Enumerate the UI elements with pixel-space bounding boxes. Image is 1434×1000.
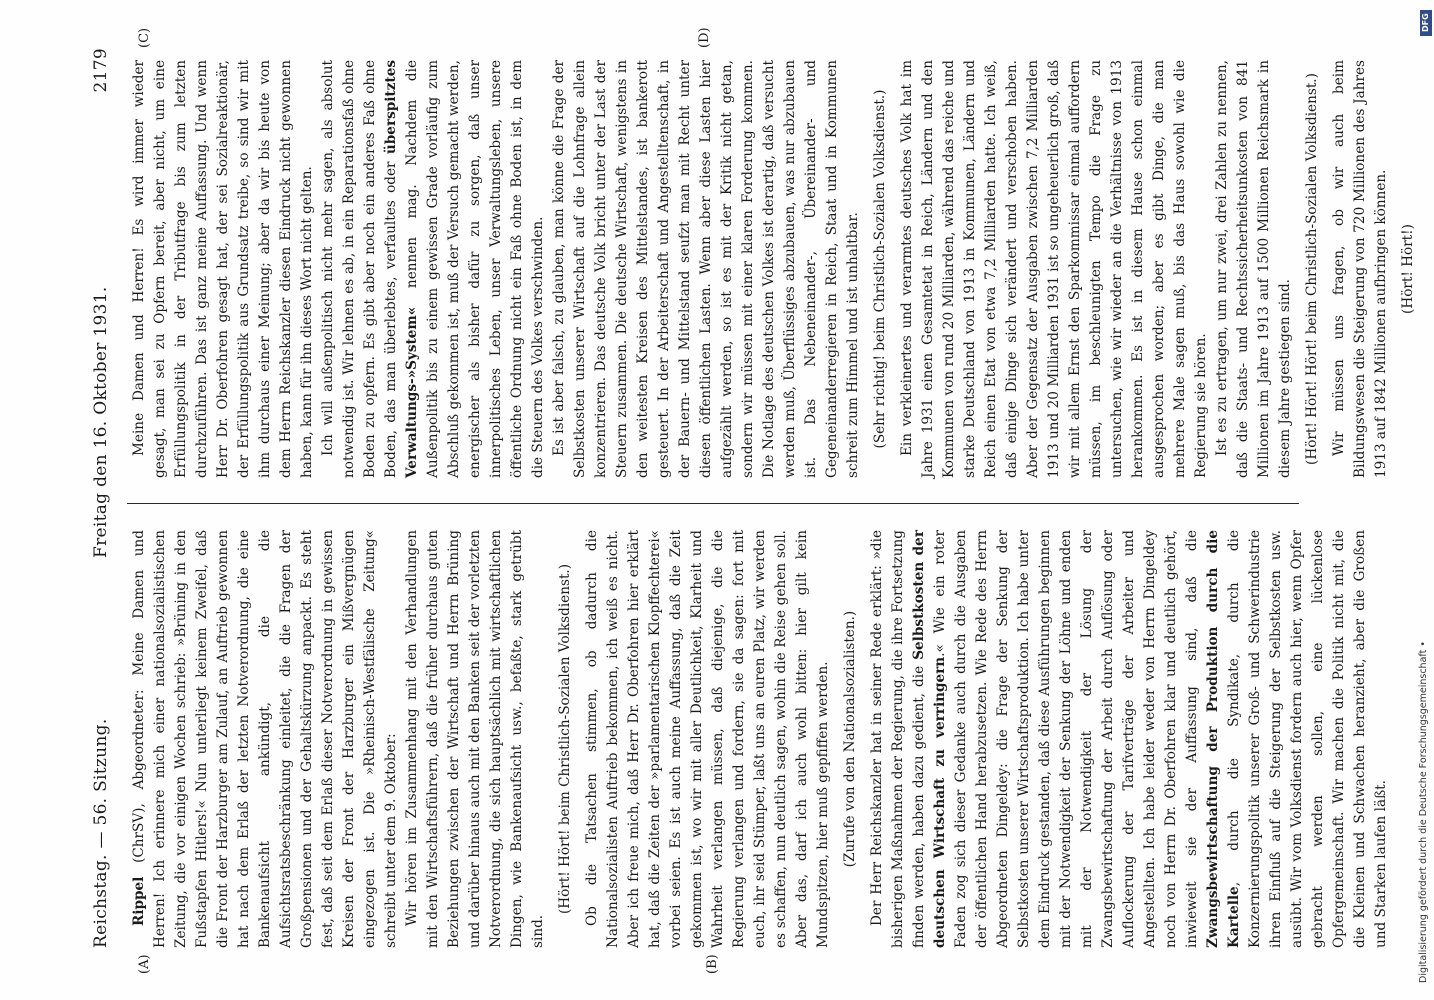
page-number: 2179 (91, 48, 111, 93)
header-session: Reichstag. — 56. Sitzung. (91, 718, 111, 948)
emphasis: Zwangsbewirtschaftung der Produktion durch die Kartelle (1205, 530, 1242, 948)
emphasis: überspitztes Verwaltungs-»System« (383, 59, 420, 478)
running-header (85, 48, 121, 948)
digitization-note (1418, 8, 1434, 998)
paragraph: Ist es zu ertragen, um nur zwei, drei Zahlen zu nennen, daß die Staats- und Rechtssicherheitsunkosten von 841 Millionen im Jahre 1913 auf 1500 Millionen Reichsmark in diesem Jahre gestiegen sind. (1214, 60, 1293, 478)
paragraph (318, 60, 549, 478)
speaker-party: (ChrSV), Abgeordneter: (131, 689, 147, 863)
paragraph-text: nennen mag. Nachdem die Außenpolitik bis zu einem gewissen Grade vorläufig zum Abschluß gekommen ist, muß der Versuch gemacht werden, energischer als bisher dafür zu sorgen, daß unser innerpolitisches Leben, unser Verwaltungsleben, unsere öffentliche Ordnung nicht ein Faß ohne Boden ist, in dem die Steuern des Volkes verschwinden. (404, 60, 546, 478)
paragraph (867, 530, 1392, 948)
paragraph-text: .« Wie ein roter Faden zog sich dieser Gedanke auch durch die Ausgaben der öffentlichen Hand herabzusetzen. Wie Rede des Herrn Abgeordneten Dingeldey: die Frage der Senkung der Selbstkosten unserer Wirtschaftsproduktion. Ich habe unter dem Eindruck gestanden, daß diese Ausführungen beginnen mit der Notwendigkeit der Senkung der Löhne und enden mit der Notwendigkeit der Lösung der Zwangsbewirtschaftung der Arbeit durch Auflösung oder Auflockerung der Tarifverträge der Arbeiter und Angestellten. Ich habe leider weder von Herrn Dingeldey noch von Herrn Dr. Oberfohren klar und deutlich gehört, inwieweit sie der Auffassung sind, daß die (932, 530, 1200, 948)
right-text-column (129, 60, 1425, 478)
paragraph: Meine Damen und Herren! Es wird immer wieder gesagt, man sei zu Opfern bereit, aber nicht, um eine Erfüllungspolitik in der Tributfrage bis zum letzten durchzuführen. Das ist ganz meine Auffassung. Und wenn Herr Dr. Oberfohren gesagt hat, der sei Sozialreaktionär, der Erfüllungspolitik aus Grundsatz treibe, so sind wir mit ihm durchaus einer Meinung; aber da wir bis heute von dem Herrn Reichskanzler diesen Eindruck nicht gewonnen haben, kann für ihn dieses Wort nicht gelten. (131, 60, 315, 478)
left-text-column (129, 530, 1392, 948)
paragraph-text: Meine Damen und Herren! Ich erinnere mich einer nationalsozialistischen Zeitung, die vor einigen Wochen schrieb: »Brüning in den Fußstapfen Hitlers!« Nun unterliegt keinem Zweifel, daß die Front der Harzburger am Zulauf, an Auftrieb gewonnen hat nach dem Erlaß der letzten Notverordnung, die eine Bankenaufsicht ankündigt, die die Aufsichtsratsbeschränkung einleitet, die die Fragen der Großpensionen und der Gehaltskürzung anpackt. Es steht fest, daß seit dem Erlaß dieser Notverordnung in gewissen Kreisen der Front der Harzburger ein Mißvergnügen eingezogen ist. Die »Rheinisch-Westfälische Zeitung« schreibt unter dem 9. Oktober: (131, 530, 399, 948)
speaker-name: Rippel (131, 876, 147, 926)
margin-marker-b: (B) (705, 954, 720, 974)
digitization-credit: Digitalisierung gefördert durch die Deutsche Forschungsgemeinschaft • (1418, 641, 1429, 983)
paragraph-text: Der Herr Reichskanzler hat in seiner Rede erklärt: »die bisherigen Maßnahmen der Regierung, die ihre Fortsetzung finden werden, haben dazu gedient, die (869, 530, 927, 948)
dfg-logo: DFG (1420, 10, 1432, 36)
paragraph: Wir müssen uns fragen, ob wir auch beim Bildungswesen die Steigerung von 720 Millionen des Jahres 1913 auf 1842 Millionen aufbringen können. (1331, 60, 1389, 478)
paragraph-text: , durch die Syndikate, durch die Konzernierungspolitik unserer Groß- und Schwerindustrie ihren Einfluß auf die Steigerung der Selbstkosten usw. ausübt. Wir vom Volksdienst fordern auch hier, wenn Opfer gebracht werden sollen, eine lückenlose Opfergemeinschaft. Wir machen die Politik nicht mit, die die Kleinen und Schwachen heranzieht, aber die Großen und Starken laufen läßt. (1226, 530, 1389, 948)
interjection: (Hört! Hört!) (1400, 224, 1416, 314)
interjection: (Sehr richtig! beim Christlich-Sozialen Volksdienst.) (872, 89, 888, 449)
header-date: Freitag den 16. Oktober 1931. (91, 286, 111, 558)
paragraph-text: Ich will außenpolitisch nicht mehr sagen, als absolut notwendig ist. Wir lehnen es ab, in ein Reparationsfaß ohne Boden zu opfern. Es gibt aber noch ein anderes Faß ohne Boden, das man überlebtes, verfaultes oder (320, 60, 399, 478)
margin-marker-c: (C) (137, 27, 152, 48)
interjection: (Zurufe von den Nationalsozialisten.) (842, 610, 858, 868)
margin-marker-d: (D) (697, 27, 712, 48)
interjection: (Hört! Hört! Hört! beim Christlich-Sozialen Volksdienst.) (1304, 73, 1320, 465)
margin-marker-a: (A) (137, 954, 152, 974)
interjection: (Hört! Hört! beim Christlich-Sozialen Volksdienst.) (557, 563, 573, 915)
paragraph: Ein verkleinertes und verarmtes deutsches Volk hat im Jahre 1931 einen Gesamtetat in Reich, Ländern und den Kommunen von rund 20 Milliarden, während das reiche und starke Deutschland von 1913 in Kommunen, Ländern und Reich einen Etat von etwa 7,2 Milliarden hatte. Ich weiß, daß einige Dinge sich verändert und verschoben haben. Aber der Gegensatz der Ausgaben zwischen 7,2 Milliarden 1913 und 20 Milliarden 1931 ist so ungeheuerlich groß, daß wir mit allem Ernst den Sparkommissar einmal auffordern müssen, im beschleunigten Tempo die Frage zu untersuchen, wie wir wieder an die Verhältnisse von 1913 herankommen. Es ist in diesem Hause schon einmal ausgesprochen worden; aber es gibt Dinge, die man mehrere Male sagen muß, bis das Haus sowohl wie die Regierung sie hören. (899, 60, 1209, 478)
paragraph: Ob die Tatsachen stimmen, ob dadurch die Nationalsozialisten Auftrieb bekommen, ich weiß es nicht. Aber ich freue mich, daß Herr Dr. Oberfohren hier erklärt hat, daß die Zeiten der »parlamentarischen Klopffechterei« vorbei seien. Es ist auch meine Auffassung, daß die Zeit gekommen ist, wo wir mit aller Deutlichkeit, Klarheit und Wahrheit verlangen müssen, daß diejenige, die die Regierung verlangen und fordern, sie da sagen: fort mit euch, ihr seid Stümper, laßt uns an euren Platz, wir werden es schaffen, nun deutlich sagen, wohin die Reise gehen soll. Aber das, darf ich auch wohl bitten: hier gilt kein Mundspitzen, hier muß gepfiffen werden. (584, 530, 831, 948)
rotated-document-page (85, 27, 1416, 974)
paragraph: Es ist aber falsch, zu glauben, man könne die Frage der Selbstkosten unserer Wirtschaft auf die Lohnfrage allein konzentrieren. Das deutsche Volk bricht unter der Last der Steuern zusammen. Die deutsche Wirtschaft, wenigstens in den weitesten Kreisen des Mittelstandes, ist bankerott gesteuert. In der Arbeiterschaft und Angestelltenschaft, in der Bauern- und Mittelstand seufzt man mit Recht unter diesen öffentlichen Lasten. Wenn aber diese Lasten hier aufgezählt werden, so ist es mit der Kritik nicht getan, sondern wir müssen mit einer klaren Forderung kommen. Die Notlage des deutschen Volkes ist derartig, daß versucht werden muß, Überflüssiges abzubauen, was nur abzubauen ist. Das Nebeneinander-, Übereinander- und Gegeneinanderregieren in Reich, Staat und in Kommunen schreit zum Himmel und ist unhaltbar. (551, 60, 861, 478)
quoted-paragraph: Wir hören im Zusammenhang mit den Verhandlungen mit den Wirtschaftsführern, daß die früher durchaus guten Beziehungen zwischen der Wirtschaft und Herrn Brüning und darüber hinaus auch mit den Banken seit der vorletzten Notverordnung, die sich hauptsächlich mit wirtschaftlichen Dingen, wie Bankenaufsicht usw., befaßte, stark getrübt sind. (404, 530, 546, 948)
emphasis: Selbstkosten der deutschen Wirtschaft zu verringern (911, 530, 948, 948)
paragraph (129, 530, 402, 948)
column-divider (127, 503, 1299, 504)
